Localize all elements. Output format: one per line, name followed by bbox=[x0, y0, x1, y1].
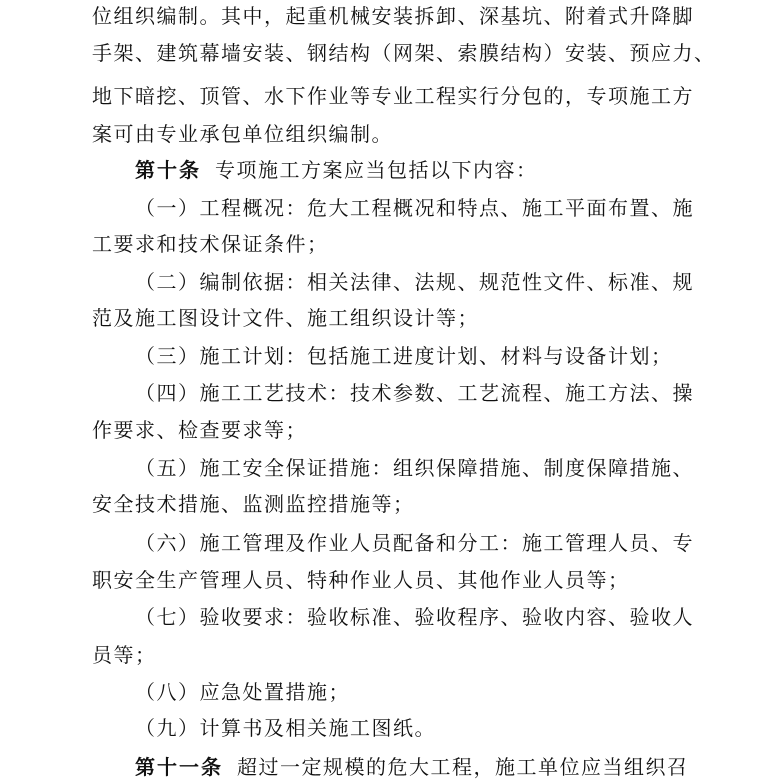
item-1-line-1: （一）工程概况：危大工程概况和特点、施工平面布置、施 bbox=[135, 196, 694, 220]
intro-line-2: 手架、建筑幕墙安装、钢结构（网架、索膜结构）安装、预应力、 bbox=[92, 41, 716, 65]
item-5-line-1: （五）施工安全保证措施：组织保障措施、制度保障措施、 bbox=[135, 456, 694, 480]
article-10 bbox=[135, 158, 538, 182]
item-6-line-1: （六）施工管理及作业人员配备和分工：施工管理人员、专 bbox=[135, 531, 694, 555]
item-4-line-2: 作要求、检查要求等； bbox=[92, 418, 307, 442]
item-7-line-1: （七）验收要求：验收标准、验收程序、验收内容、验收人 bbox=[135, 605, 694, 629]
article-10-label: 第十条 bbox=[135, 158, 201, 182]
item-3-line-1: （三）施工计划：包括施工进度计划、材料与设备计划； bbox=[135, 344, 673, 368]
item-4-line-1: （四）施工工艺技术：技术参数、工艺流程、施工方法、操 bbox=[135, 381, 694, 405]
intro-line-1: 位组织编制。其中，起重机械安装拆卸、深基坑、附着式升降脚 bbox=[92, 4, 694, 28]
article-10-text: 专项施工方案应当包括以下内容： bbox=[215, 158, 538, 182]
item-9-line-1: （九）计算书及相关施工图纸。 bbox=[135, 716, 436, 740]
intro-line-4: 案可由专业承包单位组织编制。 bbox=[92, 122, 393, 146]
item-7-line-2: 员等； bbox=[92, 643, 157, 667]
article-11-text: 超过一定规模的危大工程，施工单位应当组织召 bbox=[237, 755, 689, 779]
item-6-line-2: 职安全生产管理人员、特种作业人员、其他作业人员等； bbox=[92, 568, 630, 592]
intro-line-3: 地下暗挖、顶管、水下作业等专业工程实行分包的，专项施工方 bbox=[92, 84, 694, 108]
item-1-line-2: 工要求和技术保证条件； bbox=[92, 232, 329, 256]
item-5-line-2: 安全技术措施、监测监控措施等； bbox=[92, 492, 415, 516]
item-2-line-2: 范及施工图设计文件、施工组织设计等； bbox=[92, 306, 479, 330]
article-11 bbox=[135, 755, 689, 779]
article-11-label: 第十一条 bbox=[135, 755, 223, 779]
item-2-line-1: （二）编制依据：相关法律、法规、规范性文件、标准、规 bbox=[135, 270, 694, 294]
item-8-line-1: （八）应急处置措施； bbox=[135, 680, 350, 704]
